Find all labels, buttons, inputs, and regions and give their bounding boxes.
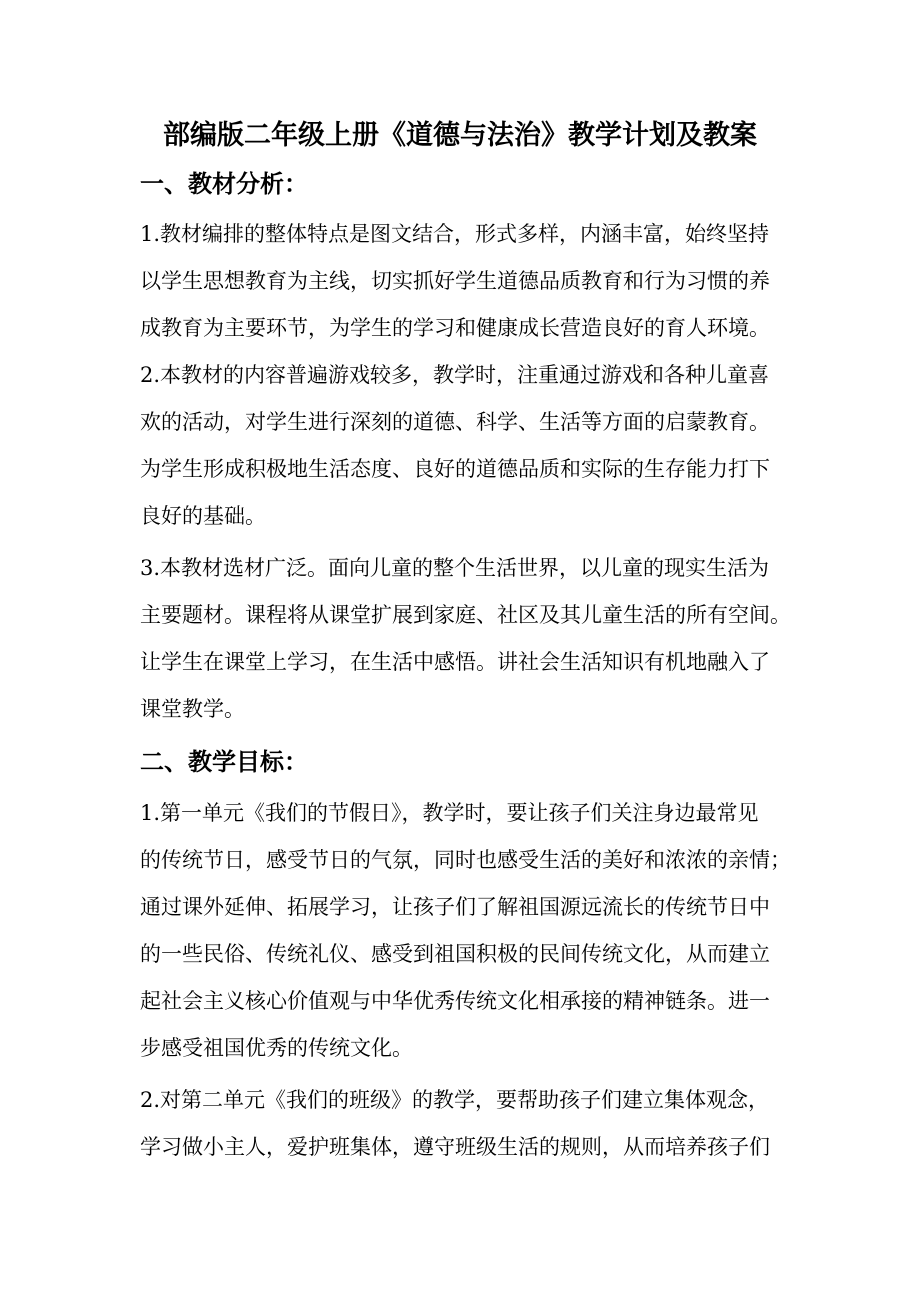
paragraph-line: 通过课外延伸、拓展学习，让孩子们了解祖国源远流长的传统节日中: [140, 895, 770, 919]
section-heading-textbook-analysis: 一、教材分析：: [140, 170, 308, 198]
paragraph-line: 2.本教材的内容普遍游戏较多，教学时，注重通过游戏和各种儿童喜: [140, 363, 770, 387]
paragraph-line: 主要题材。课程将从课堂扩展到家庭、社区及其儿童生活的所有空间。: [140, 603, 791, 627]
paragraph-line: 让学生在课堂上学习，在生活中感悟。讲社会生活知识有机地融入了: [140, 650, 770, 674]
section-heading-teaching-goals: 二、教学目标：: [140, 748, 308, 776]
paragraph-line: 为学生形成积极地生活态度、良好的道德品质和实际的生存能力打下: [140, 457, 770, 481]
paragraph-line: 3.本教材选材广泛。面向儿童的整个生活世界，以儿童的现实生活为: [140, 556, 770, 580]
paragraph-line: 欢的活动，对学生进行深刻的道德、科学、生活等方面的启蒙教育。: [140, 410, 770, 434]
paragraph-line: 成教育为主要环节，为学生的学习和健康成长营造良好的育人环境。: [140, 316, 770, 340]
paragraph-line: 课堂教学。: [140, 697, 245, 721]
paragraph-line: 以学生思想教育为主线，切实抓好学生道德品质教育和行为习惯的养: [140, 269, 770, 293]
paragraph-line: 1.第一单元《我们的节假日》，教学时，要让孩子们关注身边最常见: [140, 801, 759, 825]
document-title: 部编版二年级上册《道德与法治》教学计划及教案: [163, 120, 757, 151]
paragraph-line: 1.教材编排的整体特点是图文结合，形式多样，内涵丰富，始终坚持: [140, 222, 770, 246]
paragraph-line: 的传统节日，感受节日的气氛，同时也感受生活的美好和浓浓的亲情；: [140, 848, 791, 872]
paragraph-line: 良好的基础。: [140, 504, 266, 528]
paragraph-line: 的一些民俗、传统礼仪、感受到祖国积极的民间传统文化，从而建立: [140, 942, 770, 966]
paragraph-line: 步感受祖国优秀的传统文化。: [140, 1036, 413, 1060]
paragraph-line: 起社会主义核心价值观与中华优秀传统文化相承接的精神链条。进一: [140, 989, 770, 1013]
paragraph-line: 学习做小主人，爱护班集体，遵守班级生活的规则，从而培养孩子们: [140, 1135, 770, 1159]
paragraph-line: 2.对第二单元《我们的班级》的教学，要帮助孩子们建立集体观念，: [140, 1088, 770, 1112]
